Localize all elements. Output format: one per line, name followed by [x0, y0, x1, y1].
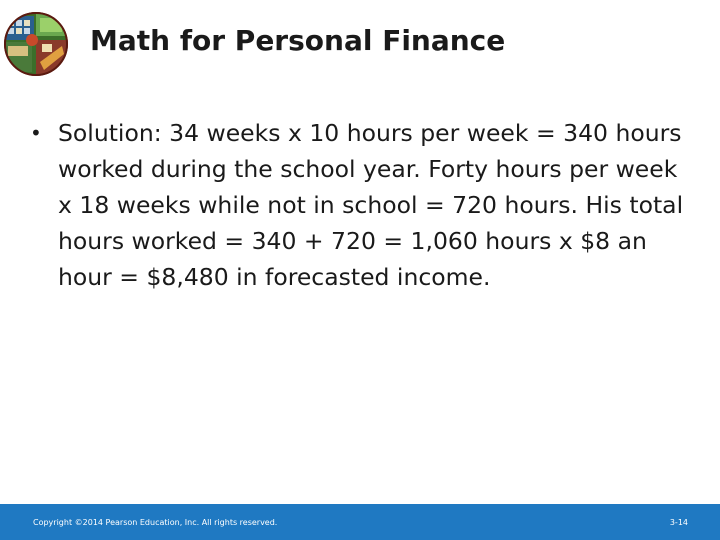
bullet-item — [30, 115, 690, 295]
footer-bar — [0, 504, 720, 540]
bullet-text: Solution: 34 weeks x 10 hours per week = 340 hours worked during the school year. Forty hours per week x 18 weeks while not in school = 720 hours. His total hours worked = 340 + 720 = 1,060 hours x $8 an hour = $8,480 in forecasted income. — [58, 119, 684, 291]
footer-copyright: Copyright ©2014 Pearson Education, Inc. All rights reserved. — [33, 518, 278, 527]
slide-title: Math for Personal Finance — [90, 24, 506, 57]
bullet-icon: • — [30, 121, 42, 145]
page-number: 3-14 — [669, 518, 688, 527]
finance-globe-logo-icon — [2, 10, 70, 78]
